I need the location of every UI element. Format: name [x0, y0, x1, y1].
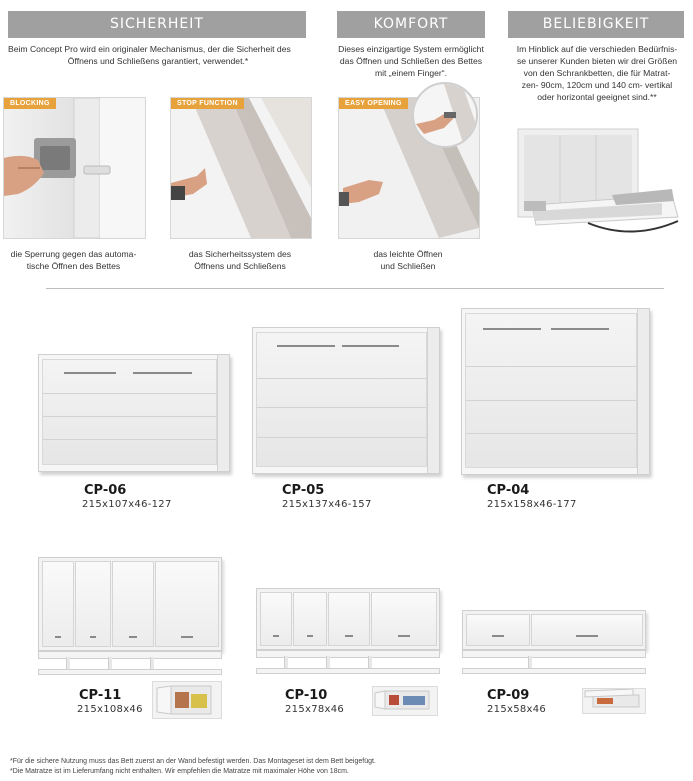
wall-unit-model-label: CP-09	[487, 688, 530, 703]
stop-function-illustration	[171, 98, 311, 238]
handle	[64, 372, 116, 374]
footnote-mounting: *Für die sichere Nutzung muss das Bett zuerst an der Wand befestigt werden. Das Montageset ist dem Bett beigefügt.	[10, 758, 376, 765]
open-cabinet-icon	[153, 682, 221, 718]
wall-unit-dimensions: 215x108x46	[77, 704, 143, 715]
wall-unit-dimensions: 215x58x46	[487, 704, 547, 715]
wall-unit-cp-10	[256, 588, 440, 674]
bed-side	[637, 309, 649, 474]
cabinet-door	[328, 592, 370, 646]
shelf	[462, 668, 646, 674]
wall-unit-model-label: CP-11	[79, 688, 122, 703]
cabinet-door	[112, 561, 154, 647]
open-cabinet-icon	[373, 687, 437, 715]
cabinet-door	[293, 592, 327, 646]
description-sicherheit	[8, 43, 308, 67]
cabinet-door	[155, 561, 219, 647]
stop-function-photo	[170, 97, 312, 239]
cabinet-door	[42, 561, 74, 647]
wall-unit-open-thumbnail	[372, 686, 438, 716]
caption-line: tische Öffnen des Bettes	[26, 261, 121, 271]
cabinet-body	[462, 610, 646, 650]
desc-line: Im Hinblick auf die verschieden Bedürfnis-	[516, 44, 678, 54]
wall-unit-model-label: CP-10	[285, 688, 328, 703]
desc-line: Öffnens und Schließens garantiert, verwendet.*	[67, 56, 249, 66]
shelf	[38, 669, 222, 675]
cabinet-door	[466, 614, 530, 646]
caption-line: die Sperrung gegen das automa-	[10, 249, 137, 259]
bed-front	[465, 313, 637, 468]
header-sicherheit: SICHERHEIT	[8, 11, 306, 38]
handle	[342, 345, 399, 347]
desc-line: von den Schrankbetten, die für Matrat-	[523, 68, 671, 78]
panel-line	[257, 378, 426, 379]
desc-line: se unserer Kunden bieten wir drei Größen	[516, 56, 678, 66]
caption-line: das Sicherheitssystem des	[188, 249, 292, 259]
panel-line	[466, 400, 636, 401]
bed-front	[42, 359, 217, 465]
cabinet-body	[256, 588, 440, 650]
desc-line: zen- 90cm, 120cm und 140 cm- vertikal	[521, 80, 673, 90]
bed-dimensions: 215x107x46-127	[82, 499, 172, 510]
desc-line: oder horizontal geeignet sind.**	[537, 92, 657, 102]
header-komfort: KOMFORT	[337, 11, 485, 38]
bed-front	[256, 332, 427, 467]
open-bed-graphic	[512, 125, 682, 245]
stop-function-tag: STOP FUNCTION	[171, 98, 244, 109]
wall-unit-open-thumbnail	[152, 681, 222, 719]
header-beliebigkeit: BELIEBIGKEIT	[508, 11, 684, 38]
blocking-tag: BLOCKING	[4, 98, 56, 109]
panel-line	[43, 393, 216, 394]
caption-line: das leichte Öffnen	[373, 249, 443, 259]
shelf	[462, 650, 646, 658]
cabinet-door	[371, 592, 437, 646]
easy-opening-caption	[338, 248, 478, 272]
handle	[483, 328, 541, 330]
stop-function-caption	[170, 248, 310, 272]
blocking-photo	[3, 97, 146, 239]
bed-dimensions: 215x158x46-177	[487, 499, 577, 510]
cabinet-door	[531, 614, 643, 646]
bed-cp-05	[252, 327, 440, 474]
desc-line: das Öffnen und Schließen des Bettes	[339, 56, 483, 66]
wall-unit-cp-11	[38, 557, 222, 673]
zoom-detail-circle	[412, 82, 478, 148]
open-cabinet-icon	[583, 689, 645, 713]
cabinet-door	[260, 592, 292, 646]
zoom-hand-icon	[414, 84, 476, 146]
desc-line: Dieses einzigartige System ermöglicht	[338, 44, 484, 54]
panel-line	[257, 407, 426, 408]
desc-line: Beim Concept Pro wird ein originaler Mechanismus, der die Sicherheit des	[8, 44, 291, 54]
wall-unit-cp-09	[462, 610, 646, 674]
description-komfort	[333, 43, 489, 79]
wall-unit-open-thumbnail	[582, 688, 646, 714]
bed-side	[217, 355, 229, 471]
panel-line	[466, 366, 636, 367]
cabinet-door	[75, 561, 111, 647]
blocking-caption	[3, 248, 144, 272]
bed-cp-06	[38, 354, 230, 472]
handle	[551, 328, 609, 330]
panel-line	[43, 439, 216, 440]
bed-side	[427, 328, 439, 473]
blocking-illustration	[4, 98, 145, 238]
bed-model-label: CP-06	[84, 483, 127, 498]
desc-line: mit „einem Finger“.	[374, 68, 448, 78]
bed-dimensions: 215x137x46-157	[282, 499, 372, 510]
handle	[133, 372, 192, 374]
handle	[277, 345, 334, 347]
description-beliebigkeit	[506, 43, 688, 103]
bed-model-label: CP-04	[487, 483, 530, 498]
open-bed-illustration	[512, 125, 682, 245]
cabinet-body	[38, 557, 222, 651]
panel-line	[466, 433, 636, 434]
wall-unit-dimensions: 215x78x46	[285, 704, 345, 715]
panel-line	[43, 416, 216, 417]
shelf	[256, 668, 440, 674]
bed-cp-04	[461, 308, 650, 475]
footnote-mattress: *Die Matratze ist im Lieferumfang nicht enthalten. Wir empfehlen die Matratze mit maximaler Höhe von 18cm.	[10, 768, 349, 775]
section-divider	[46, 288, 664, 289]
caption-line: Öffnens und Schließens	[194, 261, 286, 271]
easy-opening-tag: EASY OPENING	[339, 98, 408, 109]
bed-model-label: CP-05	[282, 483, 325, 498]
panel-line	[257, 437, 426, 438]
caption-line: und Schließen	[380, 261, 436, 271]
